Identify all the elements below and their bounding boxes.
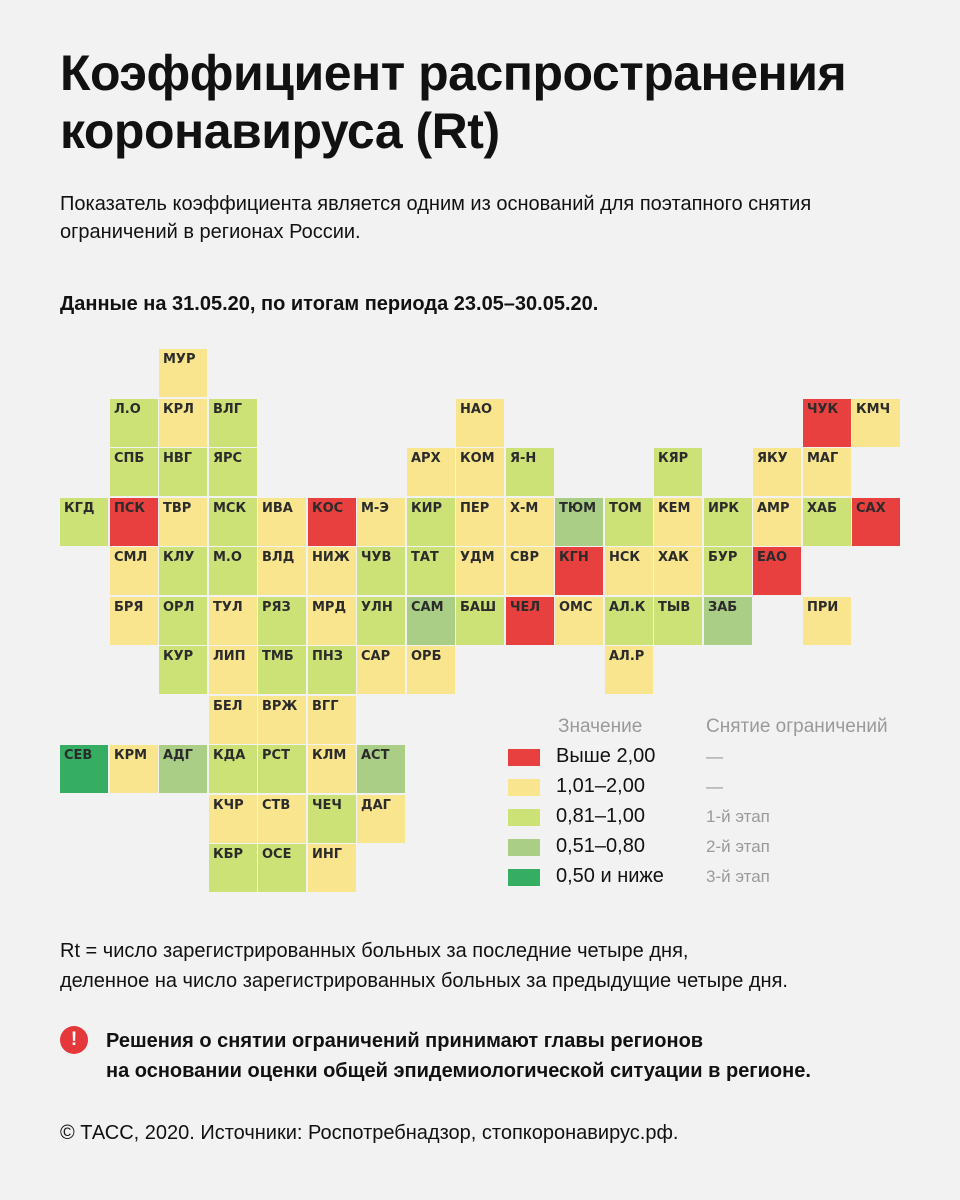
- region-tile: КЧР: [209, 795, 257, 843]
- subtitle: Показатель коэффициента является одним из оснований для поэтапного снятия ограничений в регионах России.: [60, 193, 812, 243]
- legend-value: 0,51–0,80: [556, 835, 645, 857]
- region-tile: НСК: [605, 547, 653, 595]
- region-tile: КГД: [60, 498, 108, 546]
- region-tile: ПСК: [110, 498, 158, 546]
- region-tile: ТЮМ: [555, 498, 603, 546]
- region-tile: ЧЕЛ: [506, 597, 554, 645]
- legend-value: 1,01–2,00: [556, 775, 645, 797]
- region-tile: ОРБ: [407, 646, 455, 694]
- region-tile: ХАК: [654, 547, 702, 595]
- region-tile: ТУЛ: [209, 597, 257, 645]
- region-tile: БУР: [704, 547, 752, 595]
- legend-row: [508, 775, 928, 799]
- legend-swatch-green: [508, 839, 540, 856]
- region-tile: ЛИП: [209, 646, 257, 694]
- region-tile: ВЛД: [258, 547, 306, 595]
- region-tile: ИВА: [258, 498, 306, 546]
- region-tile: САР: [357, 646, 405, 694]
- legend-swatch-darkgreen: [508, 869, 540, 886]
- note-text: [106, 1026, 936, 1086]
- region-tile: АСТ: [357, 745, 405, 793]
- note-line: на основании оценки общей эпидемиологической ситуации в регионе.: [106, 1060, 811, 1082]
- region-tile: СВР: [506, 547, 554, 595]
- region-tile: КЛУ: [159, 547, 207, 595]
- region-tile: КГН: [555, 547, 603, 595]
- region-tile: РСТ: [258, 745, 306, 793]
- region-tile: ПЕР: [456, 498, 504, 546]
- legend-swatch-red: [508, 749, 540, 766]
- region-tile: АЛ.Р: [605, 646, 653, 694]
- region-tile: КОС: [308, 498, 356, 546]
- region-tile: САМ: [407, 597, 455, 645]
- legend-row: [508, 865, 928, 889]
- region-tile: ВЛГ: [209, 399, 257, 447]
- region-tile: КМЧ: [852, 399, 900, 447]
- region-tile: КЯР: [654, 448, 702, 496]
- region-tile: ПРИ: [803, 597, 851, 645]
- legend-row: [508, 835, 928, 859]
- region-tile: АРХ: [407, 448, 455, 496]
- region-tile: Х-М: [506, 498, 554, 546]
- region-tile: М-Э: [357, 498, 405, 546]
- legend-swatch-yellow: [508, 779, 540, 796]
- region-tile: ИРК: [704, 498, 752, 546]
- legend-stage: 1-й этап: [706, 807, 770, 826]
- legend-value: Выше 2,00: [556, 745, 656, 767]
- region-tile: ТОМ: [605, 498, 653, 546]
- legend-swatch-lightgreen: [508, 809, 540, 826]
- region-tile: ОСЕ: [258, 844, 306, 892]
- region-tile: ВГГ: [308, 696, 356, 744]
- legend-stage: —: [706, 777, 723, 796]
- region-tile: МУР: [159, 349, 207, 397]
- region-tile: ЧЕЧ: [308, 795, 356, 843]
- region-tile: ЯРС: [209, 448, 257, 496]
- region-tile: ЗАБ: [704, 597, 752, 645]
- region-tile: УЛН: [357, 597, 405, 645]
- legend-row: [508, 745, 928, 769]
- region-tile: КЕМ: [654, 498, 702, 546]
- region-tile: ЧУК: [803, 399, 851, 447]
- region-tile: СТВ: [258, 795, 306, 843]
- legend-stage: 3-й этап: [706, 867, 770, 886]
- region-tile: РЯЗ: [258, 597, 306, 645]
- legend-value: 0,50 и ниже: [556, 865, 664, 887]
- region-tile: ВРЖ: [258, 696, 306, 744]
- legend-value: 0,81–1,00: [556, 805, 645, 827]
- region-tile: М.О: [209, 547, 257, 595]
- region-tile: Л.О: [110, 399, 158, 447]
- region-tile: ТАТ: [407, 547, 455, 595]
- region-tile: КРЛ: [159, 399, 207, 447]
- region-tile: ДАГ: [357, 795, 405, 843]
- region-tile: СЕВ: [60, 745, 108, 793]
- region-tile: АДГ: [159, 745, 207, 793]
- region-tile: МСК: [209, 498, 257, 546]
- region-tile: БЕЛ: [209, 696, 257, 744]
- page-title: Коэффициент распространения коронавируса (Rt): [60, 45, 847, 159]
- region-tile: КДА: [209, 745, 257, 793]
- exclamation-icon: !: [60, 1026, 88, 1054]
- footer-credits: © ТАСС, 2020. Источники: Роспотребнадзор, стопкоронавирус.рф.: [60, 1122, 679, 1144]
- region-tile: МРД: [308, 597, 356, 645]
- formula-line: Rt = число зарегистрированных больных за последние четыре дня,: [60, 940, 689, 962]
- region-tile: НВГ: [159, 448, 207, 496]
- region-tile: УДМ: [456, 547, 504, 595]
- region-tile: ИНГ: [308, 844, 356, 892]
- legend-stage-header: Снятие ограничений: [706, 716, 888, 737]
- region-tile: ЕАО: [753, 547, 801, 595]
- region-tile: КЛМ: [308, 745, 356, 793]
- formula-text: [60, 936, 940, 996]
- region-tile: ЯКУ: [753, 448, 801, 496]
- region-tile: ОМС: [555, 597, 603, 645]
- region-tile: ТМБ: [258, 646, 306, 694]
- legend-row: [508, 805, 928, 829]
- region-tile: НИЖ: [308, 547, 356, 595]
- region-tile: ХАБ: [803, 498, 851, 546]
- region-tile: НАО: [456, 399, 504, 447]
- region-tile: Я-Н: [506, 448, 554, 496]
- region-tile: ЧУВ: [357, 547, 405, 595]
- region-tile: КИР: [407, 498, 455, 546]
- legend-stage: 2-й этап: [706, 837, 770, 856]
- legend-value-header: Значение: [558, 716, 643, 737]
- region-tile: КОМ: [456, 448, 504, 496]
- region-tile: ОРЛ: [159, 597, 207, 645]
- formula-line: деленное на число зарегистрированных больных за предыдущие четыре дня.: [60, 970, 788, 992]
- region-tile: ПНЗ: [308, 646, 356, 694]
- note-line: Решения о снятии ограничений принимают главы регионов: [106, 1030, 704, 1052]
- region-tile: АМР: [753, 498, 801, 546]
- region-tile: МАГ: [803, 448, 851, 496]
- region-tile: СМЛ: [110, 547, 158, 595]
- legend-stage: —: [706, 747, 723, 766]
- region-tile: ТВР: [159, 498, 207, 546]
- region-tile: КУР: [159, 646, 207, 694]
- region-tile: СПБ: [110, 448, 158, 496]
- region-tile: КБР: [209, 844, 257, 892]
- region-tile: БРЯ: [110, 597, 158, 645]
- region-tile: САХ: [852, 498, 900, 546]
- data-date: Данные на 31.05.20, по итогам периода 23.05–30.05.20.: [60, 293, 599, 315]
- region-tile: ТЫВ: [654, 597, 702, 645]
- region-tile: АЛ.К: [605, 597, 653, 645]
- region-tile: БАШ: [456, 597, 504, 645]
- region-tile: КРМ: [110, 745, 158, 793]
